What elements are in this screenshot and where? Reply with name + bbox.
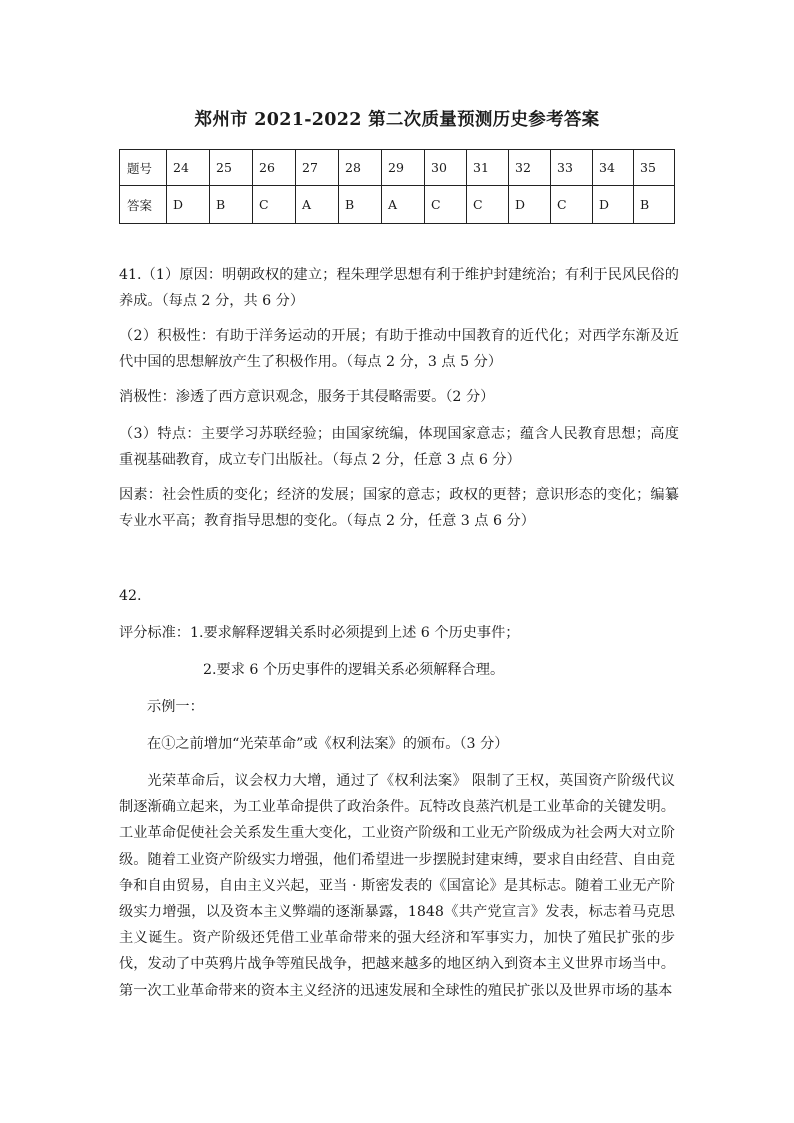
q41-part2-positive: （2）积极性：有助于洋务运动的开展；有助于推动中国教育的近代化；对西学东渐及近代中国的思想解放产生了积极作用。（每点 2 分，3 点 5 分） — [119, 328, 679, 370]
table-cell: B — [634, 186, 675, 224]
table-cell: D — [509, 186, 551, 224]
table-cell: C — [551, 186, 593, 224]
table-cell: C — [467, 186, 509, 224]
q42-number: 42. — [119, 588, 142, 604]
q42-example-line: 在①之前增加“光荣革命”或《权利法案》的颁布。（3 分） — [147, 736, 509, 752]
table-cell: 32 — [509, 150, 551, 186]
q42-criteria-2: 2.要求 6 个历史事件的逻辑关系必须解释合理。 — [203, 662, 505, 678]
table-cell: 27 — [296, 150, 339, 186]
q41-part3-factors: 因素：社会性质的变化；经济的发展；国家的意志；政权的更替；意识形态的变化；编纂专业水平高；教育指导思想的变化。（每点 2 分，任意 3 点 6 分） — [119, 487, 679, 529]
table-header-cell: 题号 — [120, 150, 167, 186]
table-cell: C — [253, 186, 296, 224]
table-cell: 29 — [382, 150, 425, 186]
table-cell: 35 — [634, 150, 675, 186]
table-cell: 31 — [467, 150, 509, 186]
table-cell: A — [296, 186, 339, 224]
table-cell: D — [167, 186, 210, 224]
table-header-cell: 答案 — [120, 186, 167, 224]
table-row-question-numbers — [120, 150, 675, 186]
table-cell: 34 — [593, 150, 634, 186]
table-cell: 33 — [551, 150, 593, 186]
table-cell: 25 — [210, 150, 253, 186]
q41-part2-negative: 消极性：渗透了西方意识观念，服务于其侵略需要。（2 分） — [119, 389, 495, 405]
q41-part1-reasons: 41.（1）原因：明朝政权的建立；程朱理学思想有利于维护封建统治；有利于民风民俗的养成。（每点 2 分，共 6 分） — [119, 267, 679, 309]
table-cell: 28 — [339, 150, 382, 186]
table-cell: 30 — [425, 150, 467, 186]
q42-criteria-1: 评分标准：1.要求解释逻辑关系时必须提到上述 6 个历史事件； — [119, 625, 520, 641]
table-row-answers — [120, 186, 675, 224]
table-cell: B — [210, 186, 253, 224]
q41-part3-features: （3）特点：主要学习苏联经验；由国家统编，体现国家意志；蕴含人民教育思想；高度重视基础教育，成立专门出版社。（每点 2 分，任意 3 点 6 分） — [119, 426, 679, 468]
answer-table — [119, 149, 675, 224]
q42-example-body: 光荣革命后，议会权力大增，通过了《权利法案》 限制了王权，英国资产阶级代议制逐渐确立起来，为工业革命提供了政治条件。瓦特改良蒸汽机是工业革命的关键发明。工业革命促使社会关系发生重大变化，工业资产阶级和工业无产阶级成为社会两大对立阶级。随着工业资产阶级实力增强，他们希望进一步摆脱封建束缚，要求自由经营、自由竞争和自由贸易，自由主义兴起，亚当 · 斯密发表的《国富论》是其标志。随着工业无产阶级实力增强，以及资本主义弊端的逐渐暴露，1848《共产党宣言》发表，标志着马克思主义诞生。资产阶级还凭借工业革命带来的强大经济和军事实力，加快了殖民扩张的步伐，发动了中英鸦片战争等殖民战争，把越来越多的地区纳入到资本主义世界市场当中。第一次工业革命带来的资本主义经济的迅速发展和全球性的殖民扩张以及世界市场的基本 — [119, 773, 675, 999]
q42-example-label: 示例一： — [147, 699, 204, 715]
table-cell: 24 — [167, 150, 210, 186]
table-cell: B — [339, 186, 382, 224]
table-cell: D — [593, 186, 634, 224]
table-cell: 26 — [253, 150, 296, 186]
table-cell: A — [382, 186, 425, 224]
page-title: 郑州市 2021-2022 第二次质量预测历史参考答案 — [194, 110, 600, 130]
table-cell: C — [425, 186, 467, 224]
